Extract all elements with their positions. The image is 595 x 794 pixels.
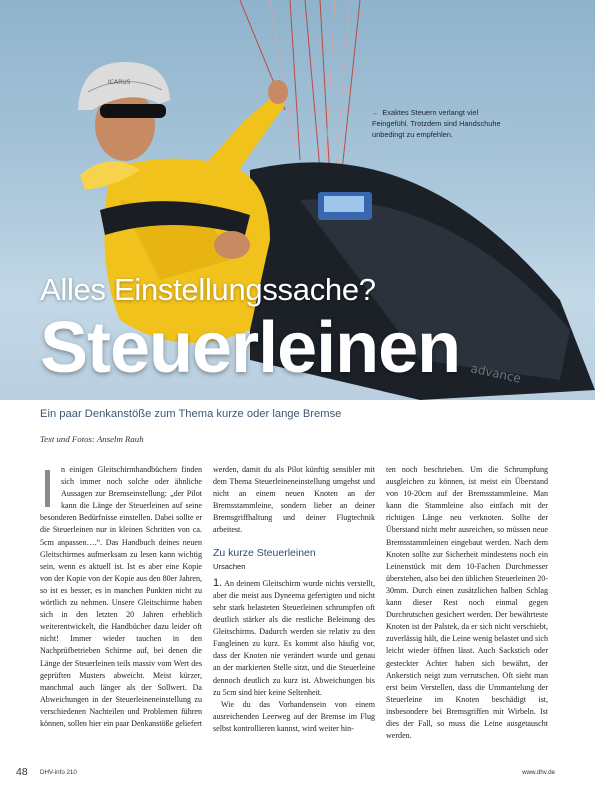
paragraph-item-1 (213, 577, 375, 699)
article-title: Steuerleinen (40, 308, 461, 388)
article-byline: Text und Fotos: Anselm Rauh (40, 434, 144, 444)
drop-cap: I (40, 459, 56, 519)
item-number: 1. (213, 576, 223, 589)
website: www.dhv.de (522, 769, 555, 776)
article-kicker: Alles Einstellungssache? (40, 272, 376, 307)
paragraph-intro: n einigen Gleitschirmhandbüchern finden sich immer noch solche oder ähnliche Aussagen zur Bremseinstellung: „der Pilot kann die Länge der Steuerleinen auf seine besonderen Bedürfnisse einstellen. Dabei sollte er die Steuerleinen nur in kleinen Schritten von ca. 5cm anpassen….“. Das Handbuch deines neuen Gleitschirmes aufmerksam zu lesen kann wichtig sein, wenn es aktuell ist. Ist es aber eine Kopie von der Kopie von der Kopie aus den 80er Jahren, so ist es besser, es in manchen Punkten nicht zu wörtlich zu nehmen. Unsere Gleitschirme haben sich in den letzten 20 Jahren erheblich weiterentwickelt, die Handbücher dazu leider oft nicht! Immer wieder tauchen in den Nachprüfbetrieben Schirme auf, bei denen die Länge der Steuerleinen teils massiv vom Wert des geprüften Musters abweicht. Meist kürzer, manchmal auch länger als der Sollwert. Da Abweichungen in der Steuerleineneinstellung zu verschiedenen Nachteilen und Problemen führen können, sollen hier ein paar Denkanstöße geliefert (40, 465, 202, 728)
item-text: An deinem Gleitschirm wurde nichts verstellt, aber die meist aus Dyneema gefertigten und nicht sehr stark belasteten Steuerleinen schrumpfen oft deutlich stärker als die restliche Beleinung des Gleitschirms. Dadurch werden sie relativ zu den Fangleinen zu kurz. Es kommt also häufig vor, dass der Knoten nie verändert wurde und genau an der markierten Stelle sitzt, und die Steuerleine dennoch deutlich zu kurz ist. Abweichungen bis zu 5cm sind hier keine Seltenheit. (213, 578, 375, 697)
journal-name: DHV-info 210 (40, 769, 77, 776)
paragraph-knots: ten noch beschrieben. Um die Schrumpfung ausgleichen zu können, ist meist ein Überstand von 10-20cm auf der Bremsstammleine. Man kann die Stammleine also einfach mit der richtigen Länge neu verknoten. Sollte der Überstand nicht mehr ausreichen, so müssen neue Bremsstammleinen eingebaut werden. Nach dem Knoten sollte zur Sicherheit mindestens noch ein Leinenstück mit dem 10-Fachen Durchmesser überstehen, also bei den üblichen Steuerleinen 20-30mm. Durch einen zusätzlichen halben Schlag kann dieser Rest noch einmal gegen Durchrutschen gesichert werden. Der bewährteste Knoten ist der Palstek, da er sich nicht verschiebt, zuverlässig hält, die Leine wenig belastet und sich leicht wieder öffnen lässt. Auch Sackstich oder gesteckter Achter haben sich bewährt, der Ankerstich neigt zum verrutschen. Oft sieht man erst beim Verstellen, dass die Ummantelung der Steuerleine im Knoten beschädigt ist, insbesondere bei Bremsgriffen mit Wirbeln. Ist dies der Fall, so muss die Leine ausgetauscht werden. (386, 465, 549, 741)
paragraph-control: Wie du das Vorhandensein von einem ausreichenden Leerweg auf der Bremse im Flug selbst kontrollieren kannst, wird weiter hin- (213, 699, 375, 733)
article-subtitle: Ein paar Denkanstöße zum Thema kurze oder lange Bremse (40, 408, 342, 420)
text-column-1 (40, 459, 202, 730)
caption-arrow-icon: ← (372, 108, 380, 117)
caption-text: Exaktes Steuern verlangt viel Feingefühl. Trotzdem sind Handschuhe unbedingt zu empfehlen. (372, 108, 501, 139)
page-number: 48 (16, 766, 28, 778)
harness-logo: advance (469, 361, 523, 386)
helmet-logo: ICARUS (108, 79, 131, 86)
section-heading: Zu kurze Steuerleinen (213, 546, 316, 559)
photo-caption (372, 107, 512, 140)
text-column-2 (213, 464, 375, 735)
section-subheading: Ursachen (213, 561, 246, 571)
text-column-3 (386, 464, 548, 742)
paragraph-intro-end: werden, damit du als Pilot künftig sensibler mit dem Thema Steuerleineneinstellung umgehst und nicht an einem neuen Knoten an der Bremsstammleine, sondern lieber an deiner Bremsgriffhaltung und deiner Flugtechnik arbeitest. (213, 465, 375, 535)
